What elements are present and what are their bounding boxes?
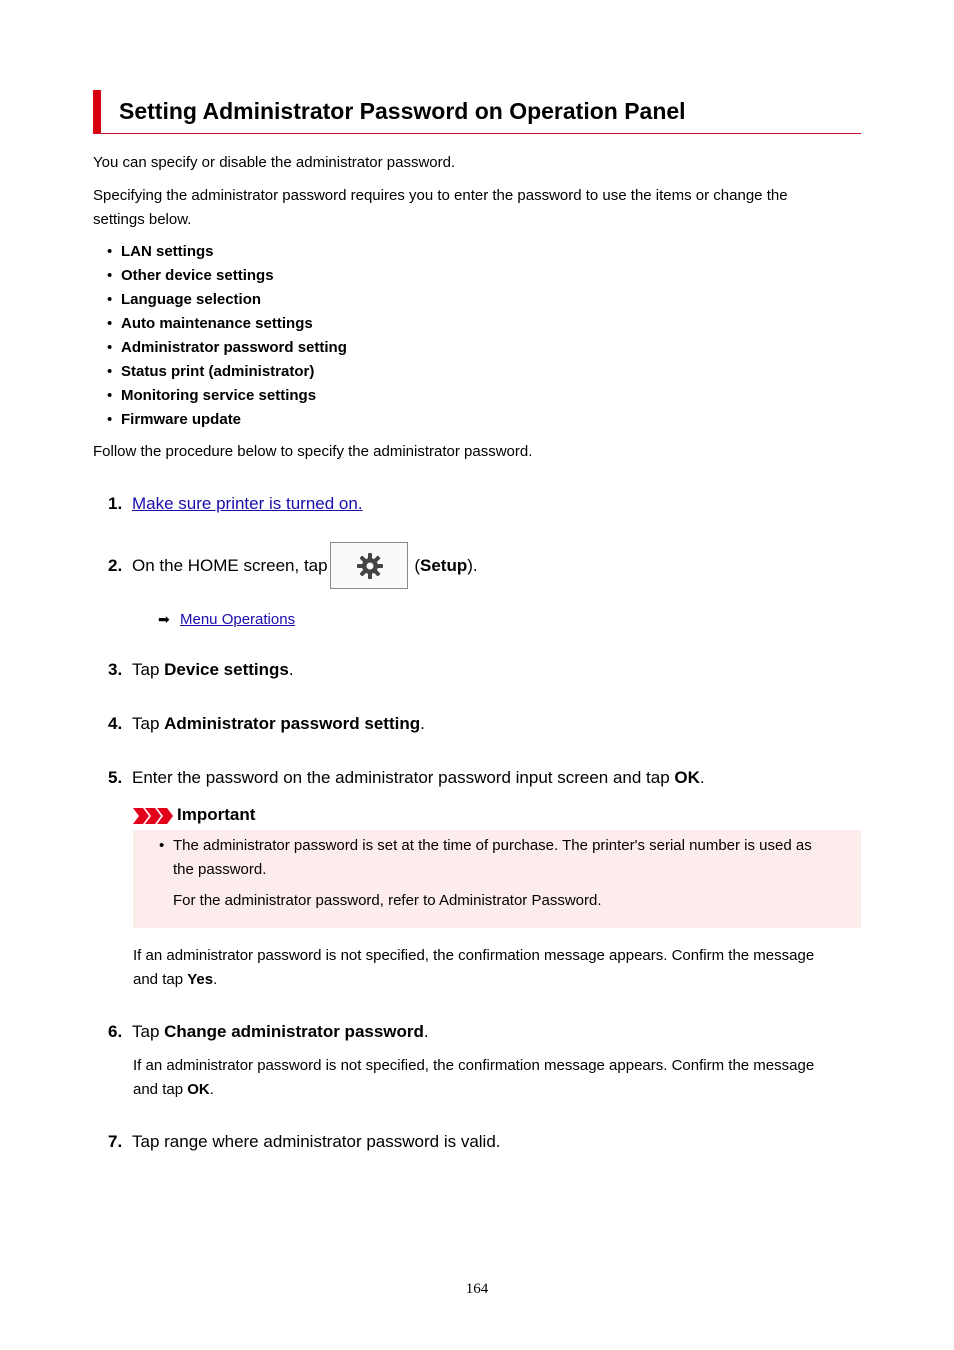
important-text-3: For the administrator password, refer to Administrator Password. <box>173 892 602 909</box>
step-7 <box>108 1131 501 1153</box>
important-heading <box>133 804 255 826</box>
menu-operations-link[interactable]: Menu Operations <box>180 611 296 628</box>
step-text: Enter the password on the administrator password input screen and tap <box>132 768 675 787</box>
step-number: 1. <box>108 494 123 513</box>
list-item-label: Firmware update <box>121 411 242 428</box>
list-item-label: Administrator password setting <box>121 339 347 356</box>
page-number: 164 <box>465 1281 489 1297</box>
make-sure-printer-on-link[interactable]: Make sure printer is turned on. <box>132 494 363 513</box>
step-number: 3. <box>108 660 123 679</box>
step-1 <box>108 493 363 515</box>
step-text: . <box>288 660 294 679</box>
important-label: Important <box>177 805 256 824</box>
important-text-2: the password. <box>173 861 267 878</box>
procedure-intro: Follow the procedure below to specify the administrator password. <box>93 443 533 460</box>
intro-text-2b: settings below. <box>93 211 192 228</box>
list-item: • Language selection <box>107 291 262 308</box>
settings-list <box>107 240 347 432</box>
note-text: and tap <box>133 971 188 988</box>
important-bullet: • <box>159 837 165 854</box>
list-item-label: Auto maintenance settings <box>121 315 313 332</box>
step-text: Tap <box>132 714 165 733</box>
note-bold: OK <box>187 1081 210 1098</box>
list-item-label: Language selection <box>121 291 262 308</box>
note-text: . <box>213 971 218 988</box>
note-step6-a: If an administrator password is not specified, the confirmation message appears. Confirm the message <box>133 1057 815 1074</box>
step-text: On the HOME screen, tap <box>132 556 328 575</box>
list-item: • Other device settings <box>107 267 274 284</box>
note-text: . <box>209 1081 214 1098</box>
list-item: • Firmware update <box>107 411 242 428</box>
chevron-important-icon <box>133 808 173 824</box>
note-step5-b <box>133 968 217 992</box>
step-text: . <box>420 714 425 733</box>
important-text-1: The administrator password is set at the time of purchase. The printer's serial number is used as <box>173 837 812 854</box>
list-item: • Auto maintenance settings <box>107 315 313 332</box>
step-text: . <box>699 768 705 787</box>
step-text: Tap <box>132 1022 165 1041</box>
title-accent-bar <box>93 90 101 133</box>
list-item-label: Status print (administrator) <box>121 363 315 380</box>
intro-text: You can specify or disable the administrator password. <box>93 154 456 171</box>
note-step5-a: If an administrator password is not specified, the confirmation message appears. Confirm the message <box>133 947 815 964</box>
step-text: Tap range where administrator password is valid. <box>132 1132 501 1151</box>
list-item-label: LAN settings <box>121 243 214 260</box>
step-text: . <box>423 1022 429 1041</box>
important-box <box>133 830 861 928</box>
setup-button-image <box>330 542 408 589</box>
intro-text-2a: Specifying the administrator password requires you to enter the password to use the items or change the <box>93 187 788 204</box>
step-number: 4. <box>108 714 123 733</box>
list-item-label: Other device settings <box>121 267 274 284</box>
step-bold: Device settings <box>164 660 289 679</box>
step-bold: Administrator password setting <box>164 714 421 733</box>
list-item-label: Monitoring service settings <box>121 387 317 404</box>
note-step6-b <box>133 1078 214 1102</box>
step-bold: OK <box>674 768 700 787</box>
arrow-right-icon: ➡ <box>158 611 170 627</box>
note-bold: Yes <box>187 971 214 988</box>
step-text: Tap <box>132 660 165 679</box>
page-title: Setting Administrator Password on Operation Panel <box>119 98 686 124</box>
step-number: 2. <box>108 556 123 575</box>
list-item: • Status print (administrator) <box>107 363 315 380</box>
step-number: 7. <box>108 1132 123 1151</box>
step-bold: Setup <box>419 556 468 575</box>
note-text: and tap <box>133 1081 188 1098</box>
step-text: ( <box>409 556 420 575</box>
step-number: 5. <box>108 768 123 787</box>
list-item: • Administrator password setting <box>107 339 347 356</box>
step-2 <box>108 542 478 589</box>
step-5 <box>108 767 705 789</box>
page-title-bar <box>93 90 861 134</box>
step-3 <box>108 659 294 681</box>
step-number: 6. <box>108 1022 123 1041</box>
step-4 <box>108 713 425 735</box>
step-text: ). <box>467 556 478 575</box>
step-6 <box>108 1021 429 1043</box>
list-item: • Monitoring service settings <box>107 387 317 404</box>
step-bold: Change administrator password <box>164 1022 424 1041</box>
menu-operations-ref <box>158 608 295 631</box>
list-item: • LAN settings <box>107 243 214 260</box>
gear-icon <box>356 552 384 580</box>
